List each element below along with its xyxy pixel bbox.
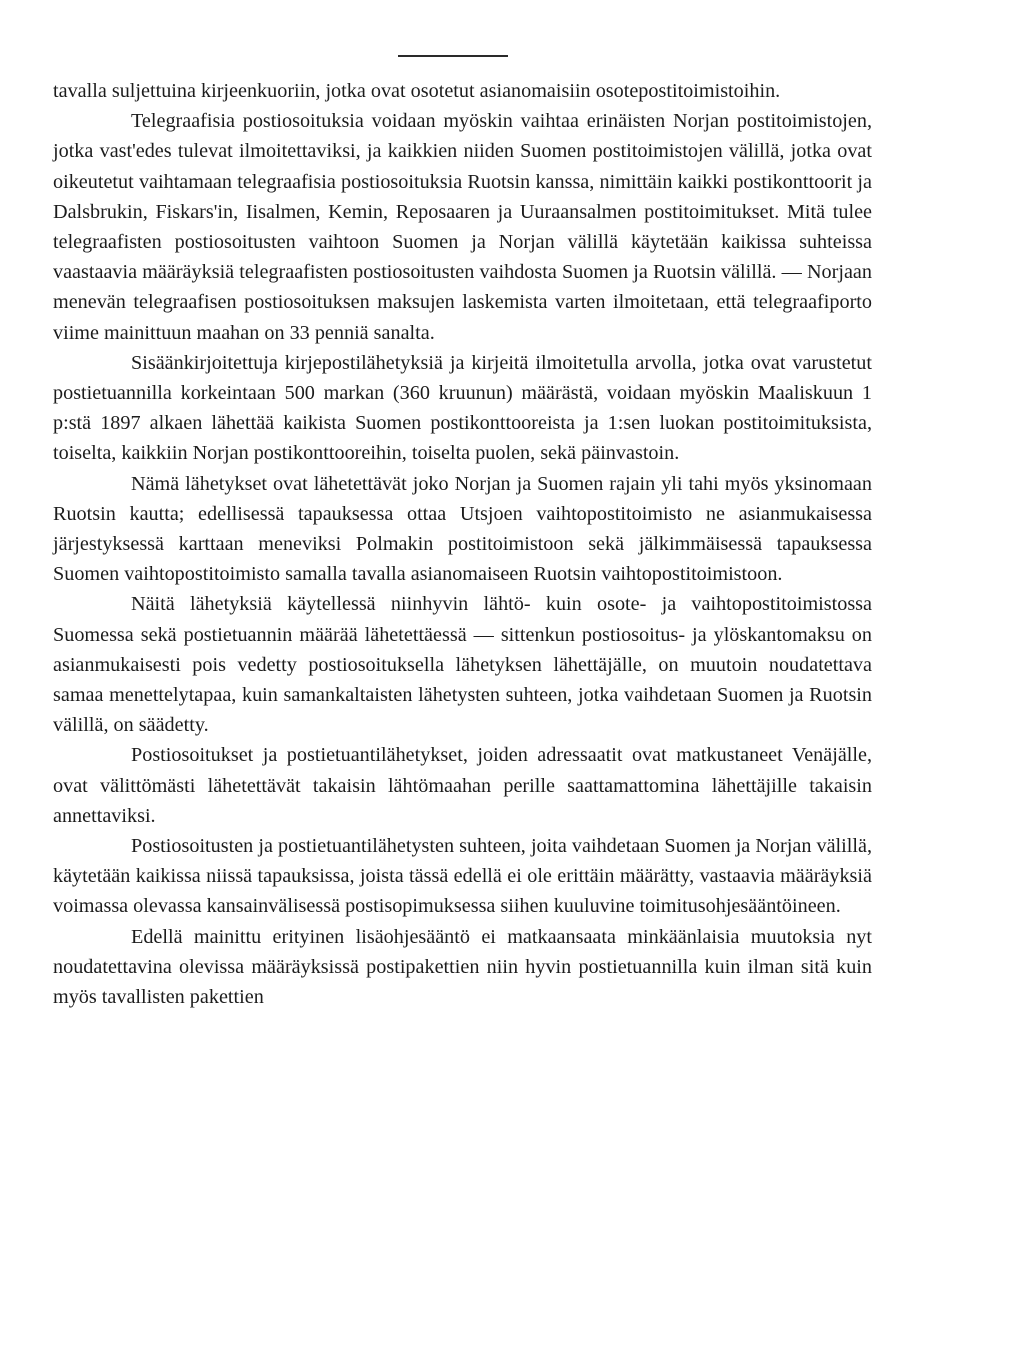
- paragraph-handling-procedure: Näitä lähetyksiä käytellessä niinhyvin lähtö- kuin osote- ja vaihtopostitoimistossa Suomessa sekä postietuannin määrää lähetettäessä — sittenkun postiosoitus- ja ylöskantomaksu on asianmukaisesti pois vedetty postiosoituksella lähetyksen lähettäjälle, on muutoin noudatettava samaa menettelytapaa, kuin samankaltaisten lähetysten suhteen, jotka vaihdetaan Suomen ja Ruotsin välillä, on säädetty.: [53, 593, 872, 737]
- document-body: [53, 76, 872, 1012]
- top-divider-rule: [398, 55, 508, 57]
- paragraph-routing: Nämä lähetykset ovat lähetettävät joko Norjan ja Suomen rajain yli tahi myös yksinomaan Ruotsin kautta; edellisessä tapauksessa ottaa Utsjoen vaihtopostitoimisto ne asianmukaisessa järjestyksessä karttaan meneviksi Polmakin postitoimistoon sekä jälkimmäisessä tapauksessa Suomen vaihtopostitoimisto samalla tavalla asianomaiseen Ruotsin vaihtopostitoimistoon.: [53, 472, 872, 586]
- paragraph-russia-returns: Postiosoitukset ja postietuantilähetykset, joiden adressaatit ovat matkustaneet Venäjälle, ovat välittömästi lähetettävät takaisin lähtömaahan perille saattamattomina lähettäjille takaisin annettaviksi.: [53, 744, 872, 827]
- paragraph-continuation: tavalla suljettuina kirjeenkuoriin, jotka ovat osotetut asianomaisiin osotepostitoimistoihin.: [53, 80, 781, 102]
- paragraph-registered-letters: Sisäänkirjoitettuja kirjepostilähetyksiä ja kirjeitä ilmoitetulla arvolla, jotka ovat varustetut postietuannilla korkeintaan 500 markan (360 kruunun) määrästä, voidaan myöskin Maaliskuun 1 p:stä 1897 alkaen lähettää kaikista Suomen postikonttooreista ja 1:sen luokan postitoimituksista, toiselta, kaikkiin Norjan postikonttooreihin, toiselta puolen, sekä päinvastoin.: [53, 351, 872, 465]
- paragraph-telegraphic-money-orders: Telegraafisia postiosoituksia voidaan myöskin vaihtaa erinäisten Norjan postitoimistojen, jotka vast'edes tulevat ilmoitettaviksi, ja kaikkien niiden Suomen postitoimistojen välillä, jotka ovat oikeutetut vaihtamaan telegraafisia postiosoituksia Ruotsin kanssa, nimittäin kaikki postikonttoorit ja Dalsbrukin, Fiskars'in, Iisalmen, Kemin, Reposaaren ja Uuraansalmen postitoimitukset. Mitä tulee telegraafisten postiosoitusten vaihtoon Suomen ja Norjan välillä käytetään kaikissa suhteissa vaastaavia määräyksiä telegraafisten postiosoitusten vaihdosta Suomen ja Ruotsin välillä. — Norjaan menevän telegraafisen postiosoituksen maksujen laskemista varten ilmoitetaan, että telegraafiporto viime mainittuun maahan on 33 penniä sanalta.: [53, 110, 872, 344]
- paragraph-international-convention: Postiosoitusten ja postietuantilähetysten suhteen, joita vaihdetaan Suomen ja Norjan välillä, käytetään kaikissa niissä tapauksissa, joista tässä edellä ei ole erittäin määrätty, vastaavia määräyksiä voimassa olevassa kansainvälisessä postisopimuksessa siihen kuuluvine toimitusohjesääntöineen.: [53, 835, 872, 918]
- paragraph-supplementary-rule: Edellä mainittu erityinen lisäohjesääntö ei matkaansaata minkäänlaisia muutoksia nyt noudatettavina olevissa määräyksissä postipakettien niin hyvin postietuannilla kuin ilman sitä kuin myös tavallisten pakettien: [53, 925, 872, 1009]
